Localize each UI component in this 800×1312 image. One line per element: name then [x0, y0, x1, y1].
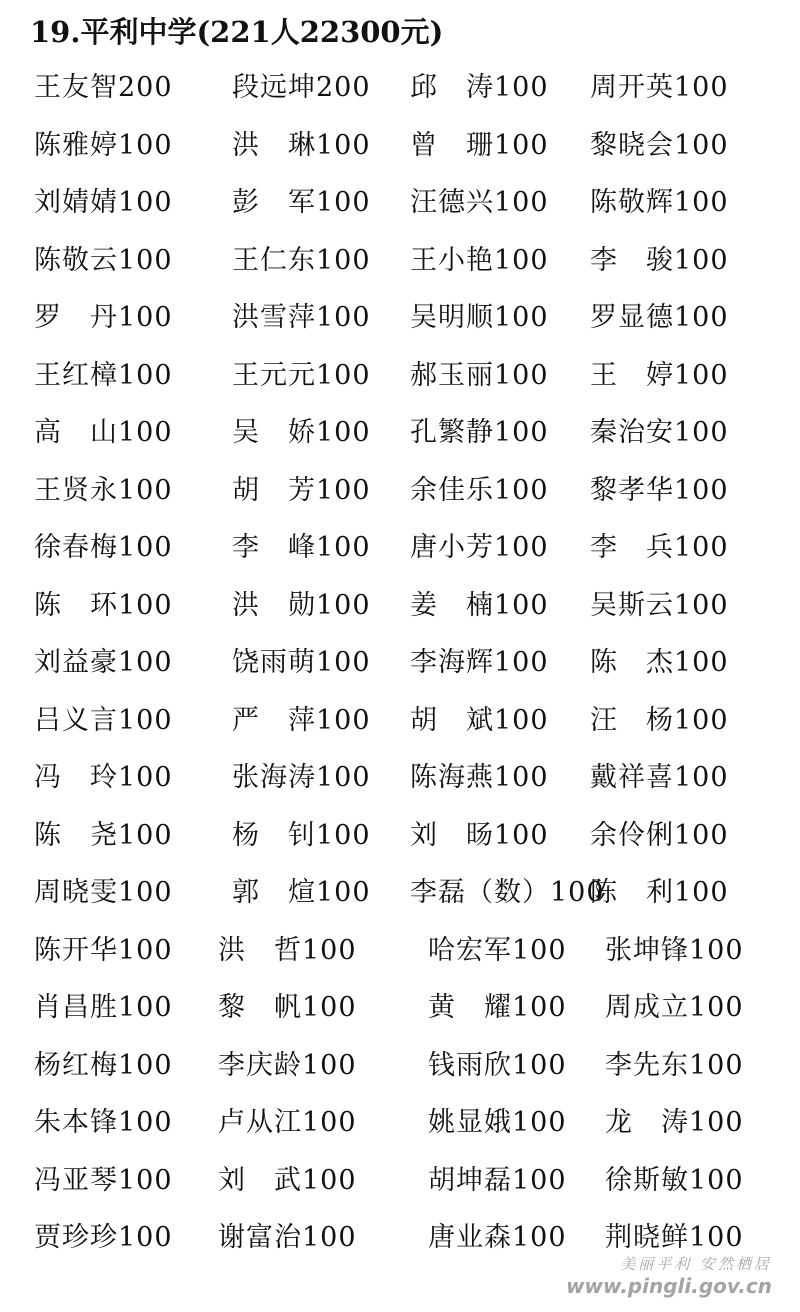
donor-entry: 王红樟100: [34, 360, 173, 391]
donor-entry: 姜 楠100: [410, 590, 549, 621]
donor-entry: 汪 杨100: [590, 705, 729, 736]
donor-entry: 高 山100: [34, 417, 173, 448]
donor-entry: 洪 哲100: [218, 935, 357, 966]
donor-entry: 吴明顺100: [410, 302, 549, 333]
donor-entry: 胡 斌100: [410, 705, 549, 736]
donor-entry: 胡坤磊100: [428, 1165, 567, 1196]
donor-entry: 周开英100: [590, 72, 729, 103]
donor-entry: 吴 娇100: [232, 417, 371, 448]
donor-entry: 李海辉100: [410, 647, 549, 678]
donor-entry: 周成立100: [605, 992, 744, 1023]
donor-entry: 肖昌胜100: [34, 992, 173, 1023]
donor-entry: 邱 涛100: [410, 72, 549, 103]
donor-entry: 李 峰100: [232, 532, 371, 563]
donor-entry: 陈 尧100: [34, 820, 173, 851]
donor-entry: 杨 钊100: [232, 820, 371, 851]
donor-entry: 洪 勋100: [232, 590, 371, 621]
donor-entry: 陈 利100: [590, 877, 729, 908]
donor-entry: 陈雅婷100: [34, 130, 173, 161]
donor-entry: 张坤锋100: [605, 935, 744, 966]
donor-entry: 洪 琳100: [232, 130, 371, 161]
document-title: 19.平利中学(221人22300元): [30, 15, 444, 49]
donor-entry: 洪雪萍100: [232, 302, 371, 333]
donor-entry: 陈 杰100: [590, 647, 729, 678]
donor-entry: 李 兵100: [590, 532, 729, 563]
donor-entry: 王小艳100: [410, 245, 549, 276]
donor-entry: 钱雨欣100: [428, 1050, 567, 1081]
donor-entry: 李 骏100: [590, 245, 729, 276]
donor-entry: 姚显娥100: [428, 1107, 567, 1138]
donor-entry: 汪德兴100: [410, 187, 549, 218]
donor-entry: 王仁东100: [232, 245, 371, 276]
donor-entry: 陈开华100: [34, 935, 173, 966]
donor-entry: 秦治安100: [590, 417, 729, 448]
site-watermark: [566, 1253, 772, 1298]
donor-entry: 王元元100: [232, 360, 371, 391]
donor-entry: 孔繁静100: [410, 417, 549, 448]
donor-entry: 胡 芳100: [232, 475, 371, 506]
donor-entry: 曾 珊100: [410, 130, 549, 161]
donor-entry: 陈海燕100: [410, 762, 549, 793]
donor-entry: 郝玉丽100: [410, 360, 549, 391]
donor-entry: 黎 帆100: [218, 992, 357, 1023]
donor-entry: 荆晓鲜100: [605, 1222, 744, 1253]
donor-entry: 戴祥喜100: [590, 762, 729, 793]
donor-entry: 段远坤200: [232, 72, 371, 103]
donor-entry: 饶雨萌100: [232, 647, 371, 678]
donor-entry: 谢富治100: [218, 1222, 357, 1253]
donor-entry: 朱本锋100: [34, 1107, 173, 1138]
watermark-slogan: 美丽平利 安然栖居: [620, 1255, 772, 1273]
donor-entry: 王贤永100: [34, 475, 173, 506]
donor-entry: 刘 旸100: [410, 820, 549, 851]
donor-entry: 陈敬辉100: [590, 187, 729, 218]
donor-entry: 罗显德100: [590, 302, 729, 333]
donor-entry: 陈敬云100: [34, 245, 173, 276]
donor-entry: 陈 环100: [34, 590, 173, 621]
donor-entry: 吕义言100: [34, 705, 173, 736]
donor-entry: 严 萍100: [232, 705, 371, 736]
donor-entry: 王友智200: [34, 72, 173, 103]
donor-entry: 李磊（数）100: [410, 877, 605, 908]
donor-entry: 卢从江100: [218, 1107, 357, 1138]
donor-entry: 刘 武100: [218, 1165, 357, 1196]
donor-entry: 哈宏军100: [428, 935, 567, 966]
donor-entry: 刘婧婧100: [34, 187, 173, 218]
donor-entry: 冯亚琴100: [34, 1165, 173, 1196]
donor-entry: 杨红梅100: [34, 1050, 173, 1081]
watermark-url: www.pingli.gov.cn: [566, 1274, 772, 1298]
donor-entry: 龙 涛100: [605, 1107, 744, 1138]
donor-entry: 吴斯云100: [590, 590, 729, 621]
donor-entry: 黎晓会100: [590, 130, 729, 161]
donor-entry: 余佳乐100: [410, 475, 549, 506]
donor-entry: 唐业森100: [428, 1222, 567, 1253]
donor-entry: 郭 煊100: [232, 877, 371, 908]
donor-entry: 徐斯敏100: [605, 1165, 744, 1196]
donor-entry: 冯 玲100: [34, 762, 173, 793]
donor-entry: 贾珍珍100: [34, 1222, 173, 1253]
donor-entry: 李先东100: [605, 1050, 744, 1081]
donor-entry: 唐小芳100: [410, 532, 549, 563]
donor-entry: 周晓雯100: [34, 877, 173, 908]
donor-entry: 刘益豪100: [34, 647, 173, 678]
donor-entry: 李庆龄100: [218, 1050, 357, 1081]
donor-entry: 张海涛100: [232, 762, 371, 793]
donor-entry: 徐春梅100: [34, 532, 173, 563]
donor-entry: 罗 丹100: [34, 302, 173, 333]
donor-entry: 黎孝华100: [590, 475, 729, 506]
donor-entry: 黄 耀100: [428, 992, 567, 1023]
donor-entry: 彭 军100: [232, 187, 371, 218]
donor-entry: 余伶俐100: [590, 820, 729, 851]
donor-entry: 王 婷100: [590, 360, 729, 391]
